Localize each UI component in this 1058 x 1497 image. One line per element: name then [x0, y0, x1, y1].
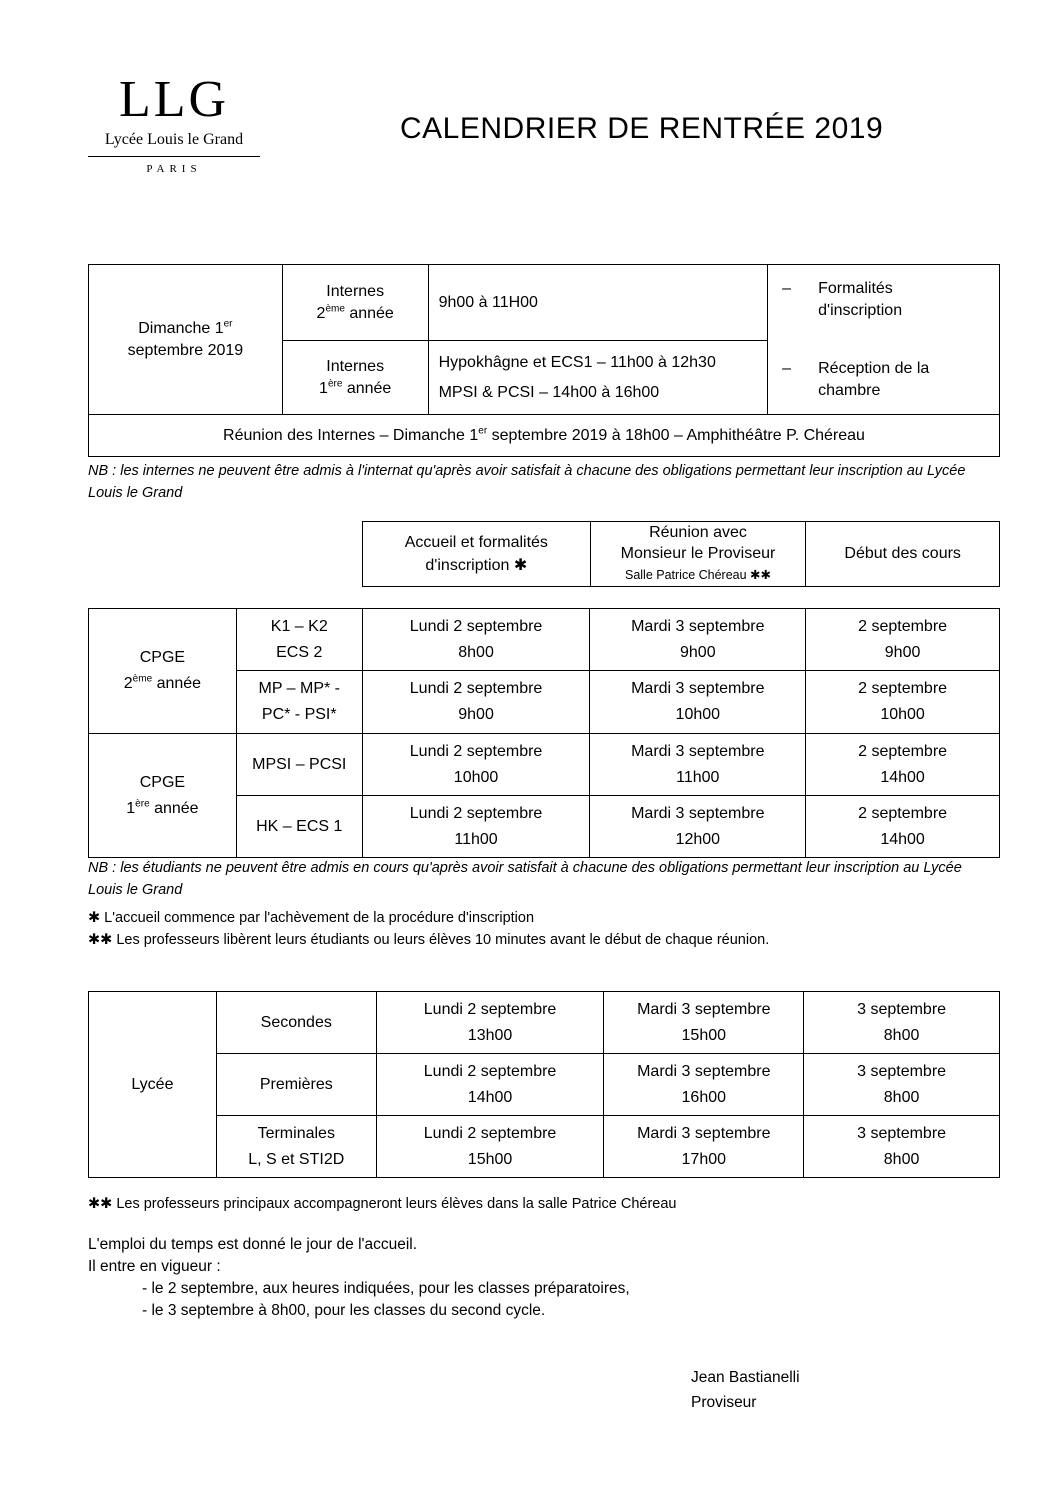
internat-label-1a: Internes 1ère année [282, 341, 428, 415]
cpge-debut: 2 septembre 10h00 [806, 671, 1000, 734]
emploi-item1: - le 2 septembre, aux heures indiquées, pour les classes préparatoires, [142, 1280, 630, 1297]
schedule-header-table [362, 521, 1000, 587]
internat-date: Dimanche 1er septembre 2019 [127, 318, 244, 359]
logo-school-name: Lycée Louis le Grand [104, 131, 244, 148]
cpge-reunion: Mardi 3 septembre 9h00 [590, 609, 806, 671]
cpge-table [88, 608, 1000, 858]
cpge-accueil: Lundi 2 septembre 9h00 [362, 671, 590, 734]
cpge-reunion: Mardi 3 septembre 10h00 [590, 671, 806, 734]
internat-label-2a: Internes 2ème année [282, 265, 428, 341]
task-reception: – Réception de la chambre [782, 359, 930, 399]
emploi-line1: L'emploi du temps est donné le jour de l'accueil. [88, 1236, 418, 1253]
signature [691, 1365, 991, 1415]
cpge-accueil: Lundi 2 septembre 8h00 [362, 609, 590, 671]
nb-etudiants: NB : les étudiants ne peuvent être admis en cours qu'après avoir satisfait à chacune des obligations permettant leur inscription au Lycée Louis le Grand [88, 860, 962, 898]
lycee-reunion: Mardi 3 septembre 16h00 [604, 1054, 804, 1116]
signature-role: Proviseur [691, 1394, 757, 1411]
school-logo [88, 72, 260, 175]
logo-city: PARIS [146, 163, 202, 175]
cpge-accueil: Lundi 2 septembre 10h00 [362, 734, 590, 796]
emploi-item2: - le 3 septembre à 8h00, pour les classes du second cycle. [142, 1302, 546, 1319]
cpge-debut: 2 septembre 14h00 [806, 734, 1000, 796]
header-debut: Début des cours [806, 522, 1000, 587]
lycee-class: Premières [216, 1054, 376, 1116]
signature-name: Jean Bastianelli [691, 1369, 800, 1386]
emploi-line2: Il entre en vigueur : [88, 1258, 221, 1275]
logo-divider [88, 156, 260, 157]
internat-date-cell [89, 265, 283, 415]
cpge-reunion: Mardi 3 septembre 11h00 [590, 734, 806, 796]
cpge-accueil: Lundi 2 septembre 11h00 [362, 796, 590, 858]
logo-letters: LLG [118, 71, 230, 128]
page-title: CALENDRIER DE RENTRÉE 2019 [400, 112, 884, 145]
lycee-debut: 3 septembre 8h00 [804, 992, 1000, 1054]
cpge-debut: 2 septembre 9h00 [806, 609, 1000, 671]
cpge-1a-group: CPGE 1ère année [89, 734, 237, 858]
lycee-class: Secondes [216, 992, 376, 1054]
footnote-reunion: ✱✱ Les professeurs libèrent leurs étudiants ou leurs élèves 10 minutes avant le début de chaque réunion. [88, 932, 770, 948]
header-accueil: Accueil et formalités d'inscription ✱ [363, 522, 591, 587]
cpge-class: K1 – K2 ECS 2 [236, 609, 362, 671]
lycee-accueil: Lundi 2 septembre 15h00 [376, 1116, 604, 1178]
cpge-reunion: Mardi 3 septembre 12h00 [590, 796, 806, 858]
footnote-professeurs: ✱✱ Les professeurs principaux accompagneront leurs élèves dans la salle Patrice Chéreau [88, 1196, 677, 1212]
internat-time-2a: 9h00 à 11H00 [428, 265, 768, 341]
lycee-accueil: Lundi 2 septembre 14h00 [376, 1054, 604, 1116]
lycee-debut: 3 septembre 8h00 [804, 1116, 1000, 1178]
lycee-class: Terminales L, S et STI2D [216, 1116, 376, 1178]
cpge-2a-group: CPGE 2ème année [89, 609, 237, 734]
emploi-du-temps-note [88, 1234, 788, 1322]
internat-time-1a: Hypokhâgne et ECS1 – 11h00 à 12h30 MPSI & PCSI – 14h00 à 16h00 [428, 341, 768, 415]
header-reunion: Réunion avec Monsieur le Proviseur Salle Patrice Chéreau ✱✱ [590, 522, 806, 587]
nb-internes: NB : les internes ne peuvent être admis à l'internat qu'après avoir satisfait à chacune des obligations permettant leur inscription au Lycée Louis le Grand [88, 463, 966, 501]
lycee-reunion: Mardi 3 septembre 17h00 [604, 1116, 804, 1178]
internat-tasks-cell [768, 265, 1000, 415]
cpge-class: HK – ECS 1 [236, 796, 362, 858]
lycee-debut: 3 septembre 8h00 [804, 1054, 1000, 1116]
internat-table [88, 264, 1000, 457]
task-formalites: – Formalités d'inscription [782, 279, 903, 319]
lycee-group: Lycée [89, 992, 217, 1178]
footnote-accueil: ✱ L'accueil commence par l'achèvement de la procédure d'inscription [88, 910, 535, 926]
cpge-class: MPSI – PCSI [236, 734, 362, 796]
lycee-table [88, 991, 1000, 1178]
internat-meeting: Réunion des Internes – Dimanche 1er septembre 2019 à 18h00 – Amphithéâtre P. Chéreau [89, 415, 1000, 457]
lycee-reunion: Mardi 3 septembre 15h00 [604, 992, 804, 1054]
lycee-accueil: Lundi 2 septembre 13h00 [376, 992, 604, 1054]
cpge-debut: 2 septembre 14h00 [806, 796, 1000, 858]
cpge-class: MP – MP* - PC* - PSI* [236, 671, 362, 734]
